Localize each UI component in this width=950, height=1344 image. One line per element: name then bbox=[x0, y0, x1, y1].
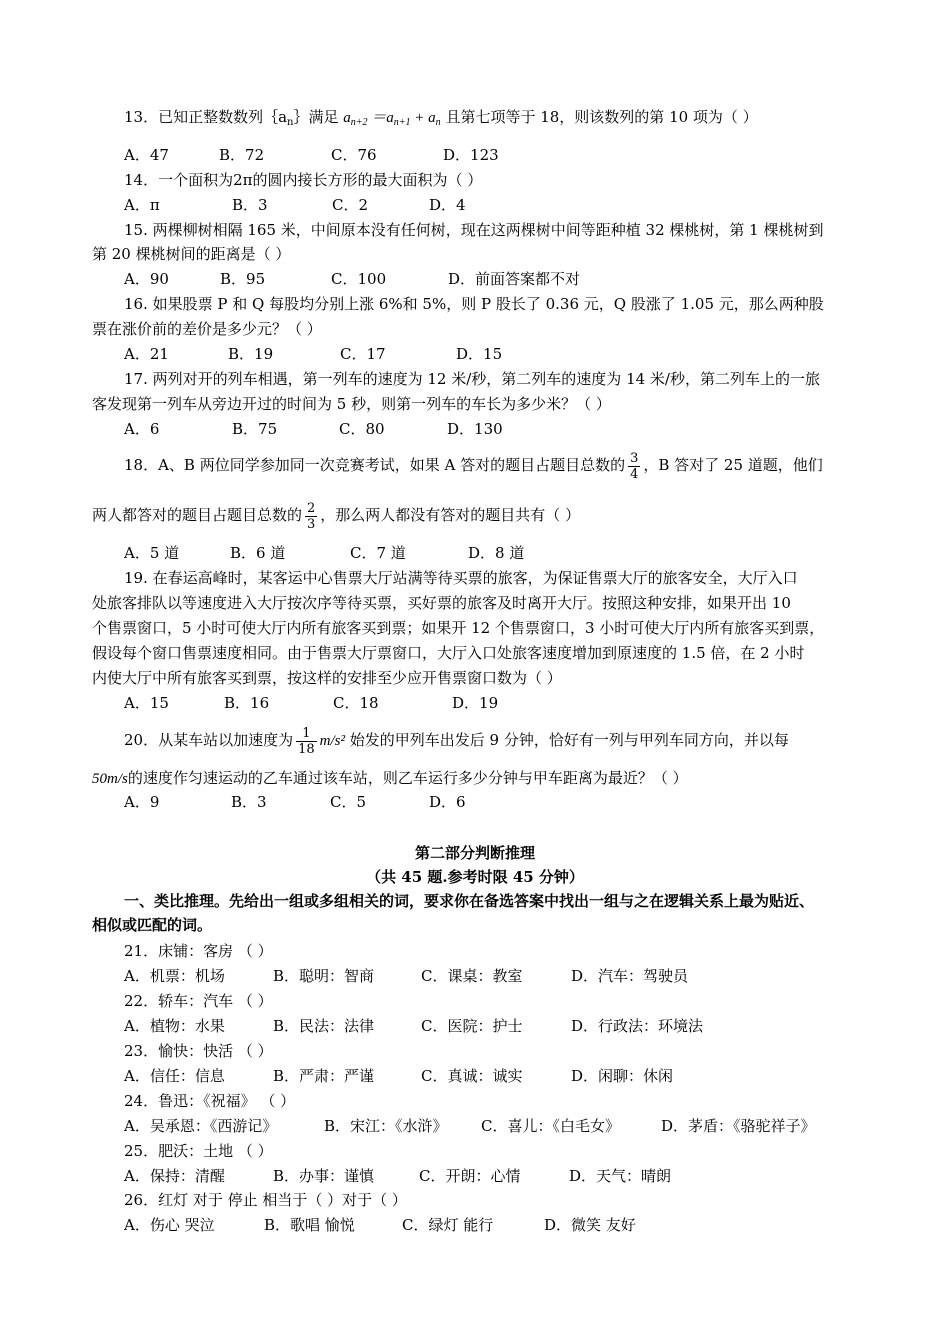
question-18-options bbox=[124, 542, 870, 564]
acceleration-unit: m/s² bbox=[319, 733, 345, 749]
question-15-line1: 15. 两棵柳树相隔 165 米，中间原本没有任何树，现在这两棵树中间等距种植 32 棵桃树，第 1 棵桃树到 bbox=[124, 221, 824, 239]
question-13-options bbox=[124, 144, 870, 166]
option-c[interactable]: C．真诚：诚实 bbox=[421, 1067, 523, 1085]
question-20-line2: 50m/s的速度作匀速运动的乙车通过该车站，则乙车运行多少分钟与甲车距离为最近？（ ） bbox=[92, 769, 688, 787]
fraction-three-quarters: $\frac{3}{4}$ bbox=[630, 450, 639, 482]
option-d[interactable]: D．微笑 友好 bbox=[544, 1216, 636, 1234]
question-14: 14．一个面积为2π的圆内接长方形的最大面积为（ ） bbox=[124, 171, 483, 189]
question-17-line2: 客发现第一列车从旁边开过的时间为 5 秒，则第一列车的车长为多少米？（ ） bbox=[92, 395, 611, 413]
option-a[interactable]: A．6 bbox=[124, 420, 160, 438]
question-17-line1: 17. 两列对开的列车相遇，第一列车的速度为 12 米/秒，第二列车的速度为 14 米/秒，第二列车上的一旅 bbox=[124, 370, 820, 388]
option-d[interactable]: D．行政法：环境法 bbox=[571, 1017, 704, 1035]
recurrence-formula: $a_{n+2} =a_{n+1} + a_n$ bbox=[343, 110, 441, 128]
option-a[interactable]: A．保持：清醒 bbox=[124, 1167, 225, 1185]
question-18-line1: 18．A、B 两位同学参加同一次竞赛考试，如果 A 答对的题目占题目总数的 $\frac{3}{4}$ ，B 答对了 25 道题，他们 bbox=[124, 450, 823, 482]
question-19-line1: 19. 在春运高峰时，某客运中心售票大厅站满等待买票的旅客，为保证售票大厅的旅客安全，大厅入口 bbox=[124, 569, 798, 587]
option-d[interactable]: D．123 bbox=[443, 146, 499, 164]
section-intro-line1: 一、类比推理。先给出一组或多组相关的词，要求你在备选答案中找出一组与之在逻辑关系上最为贴近、 bbox=[124, 892, 815, 910]
option-a[interactable]: A．47 bbox=[124, 146, 169, 164]
option-c[interactable]: C．80 bbox=[339, 420, 385, 438]
question-15-options bbox=[124, 268, 870, 290]
option-b[interactable]: B．95 bbox=[220, 270, 266, 288]
question-26-options bbox=[124, 1214, 870, 1236]
question-19-line4: 假设每个窗口售票速度相同。由于售票大厅票窗口，大厅入口处旅客速度增加到原速度的 1.5 倍，在 2 小时 bbox=[92, 644, 805, 662]
question-20-options bbox=[124, 791, 870, 813]
option-a[interactable]: A．90 bbox=[124, 270, 169, 288]
option-d[interactable]: D．前面答案都不对 bbox=[448, 270, 581, 288]
option-d[interactable]: D．19 bbox=[452, 694, 499, 712]
question-19-line2: 处旅客排队以等速度进入大厅按次序等待买票，买好票的旅客及时离开大厅。按照这种安排，如果开出 10 bbox=[92, 594, 791, 612]
question-18-line2: 两人都答对的题目占题目总数的 $\frac{2}{3}$ ，那么两人都没有答对的题目共有（ ） bbox=[92, 500, 581, 532]
question-16-line1: 16. 如果股票 P 和 Q 每股均分别上涨 6%和 5%，则 P 股长了 0.36 元，Q 股涨了 1.05 元，那么两种股 bbox=[124, 295, 824, 313]
question-22-stem: 22．轿车：汽车 （ ） bbox=[124, 992, 273, 1010]
question-25-options bbox=[124, 1165, 870, 1187]
option-d[interactable]: D．4 bbox=[429, 196, 466, 214]
question-14-options bbox=[124, 194, 870, 216]
question-17-options bbox=[124, 418, 870, 440]
option-a[interactable]: A．π bbox=[124, 196, 160, 214]
option-a[interactable]: A．15 bbox=[124, 694, 169, 712]
question-16-line2: 票在涨价前的差价是多少元？（ ） bbox=[92, 320, 322, 338]
option-b[interactable]: B．3 bbox=[231, 793, 267, 811]
option-b[interactable]: B．75 bbox=[232, 420, 278, 438]
option-b[interactable]: B．聪明：智商 bbox=[273, 967, 375, 985]
option-c[interactable]: C．100 bbox=[331, 270, 387, 288]
option-c[interactable]: C．开朗：心情 bbox=[419, 1167, 521, 1185]
option-a[interactable]: A．伤心 哭泣 bbox=[124, 1216, 215, 1234]
option-b[interactable]: B．办事：谨慎 bbox=[273, 1167, 375, 1185]
option-a[interactable]: A．吴承恩：《西游记》 bbox=[124, 1117, 278, 1135]
question-25-stem: 25．肥沃：土地 （ ） bbox=[124, 1142, 273, 1160]
option-d[interactable]: D．6 bbox=[429, 793, 466, 811]
question-19-line5: 内使大厅中所有旅客买到票，按这样的安排至少应开售票窗口数为（ ） bbox=[92, 669, 562, 687]
option-d[interactable]: D．汽车：驾驶员 bbox=[571, 967, 689, 985]
option-a[interactable]: A．9 bbox=[124, 793, 160, 811]
option-b[interactable]: B．民法：法律 bbox=[273, 1017, 375, 1035]
option-b[interactable]: B．16 bbox=[224, 694, 270, 712]
option-c[interactable]: C．18 bbox=[333, 694, 379, 712]
question-16-options bbox=[124, 343, 870, 365]
section-title: 第二部分判断推理 bbox=[414, 844, 535, 862]
question-24-options bbox=[124, 1115, 870, 1137]
option-b[interactable]: B．严肃：严谨 bbox=[273, 1067, 375, 1085]
option-c[interactable]: C．5 bbox=[330, 793, 367, 811]
question-19-line3: 个售票窗口，5 小时可使大厅内所有旅客买到票；如果开 12 个售票窗口，3 小时可使大厅内所有旅客买到票， bbox=[92, 619, 825, 637]
question-26-stem: 26．红灯 对于 停止 相当于（ ）对于（ ） bbox=[124, 1191, 407, 1209]
option-d[interactable]: D．闲聊：休闲 bbox=[571, 1067, 674, 1085]
question-23-stem: 23．愉快：快活 （ ） bbox=[124, 1042, 273, 1060]
option-d[interactable]: D．茅盾：《骆驼祥子》 bbox=[661, 1117, 816, 1135]
option-c[interactable]: C．76 bbox=[331, 146, 377, 164]
option-a[interactable]: A．5 道 bbox=[124, 544, 180, 562]
option-c[interactable]: C．喜儿：《白毛女》 bbox=[481, 1117, 620, 1135]
option-a[interactable]: A．21 bbox=[124, 345, 169, 363]
option-d[interactable]: D．天气：晴朗 bbox=[569, 1167, 672, 1185]
option-d[interactable]: D．15 bbox=[456, 345, 503, 363]
section-subtitle: （共 45 题.参考时限 45 分钟） bbox=[366, 868, 584, 886]
option-c[interactable]: C．医院：护士 bbox=[421, 1017, 523, 1035]
option-c[interactable]: C．17 bbox=[340, 345, 386, 363]
option-c[interactable]: C．2 bbox=[332, 196, 369, 214]
question-13: 13．已知正整数数列$\{a_n\}$满足 $a_{n+2} =a_{n+1} + a_n$ 且第七项等于 18，则该数列的第 10 项为（ ） bbox=[124, 108, 758, 128]
fraction-two-thirds: $\frac{2}{3}$ bbox=[307, 500, 316, 532]
option-d[interactable]: D．130 bbox=[447, 420, 503, 438]
option-a[interactable]: A．植物：水果 bbox=[124, 1017, 225, 1035]
option-b[interactable]: B．72 bbox=[219, 146, 265, 164]
question-20-line1: 20．从某车站以加速度为 $\frac{1}{18}$ m/s² 始发的甲列车出发后 9 分钟，恰好有一列与甲列车同方向，并以每 bbox=[124, 725, 789, 757]
question-21-stem: 21．床铺：客房 （ ） bbox=[124, 942, 273, 960]
option-b[interactable]: B．歌唱 愉悦 bbox=[264, 1216, 355, 1234]
question-23-options bbox=[124, 1065, 870, 1087]
option-c[interactable]: C．7 道 bbox=[350, 544, 406, 562]
question-19-options bbox=[124, 692, 870, 714]
question-24-stem: 24．鲁迅：《祝福》 （ ） bbox=[124, 1092, 296, 1110]
option-b[interactable]: B．3 bbox=[232, 196, 268, 214]
option-b[interactable]: B．宋江：《水浒》 bbox=[324, 1117, 448, 1135]
option-b[interactable]: B．19 bbox=[228, 345, 274, 363]
fraction-one-eighteenth: $\frac{1}{18}$ bbox=[298, 725, 315, 757]
question-15-line2: 第 20 棵桃树间的距离是（ ） bbox=[92, 245, 291, 263]
question-21-options bbox=[124, 965, 870, 987]
option-c[interactable]: C．课桌：教室 bbox=[421, 967, 523, 985]
option-a[interactable]: A．信任：信息 bbox=[124, 1067, 225, 1085]
option-a[interactable]: A．机票：机场 bbox=[124, 967, 225, 985]
option-d[interactable]: D．8 道 bbox=[468, 544, 525, 562]
question-22-options bbox=[124, 1015, 870, 1037]
option-b[interactable]: B．6 道 bbox=[230, 544, 286, 562]
option-c[interactable]: C．绿灯 能行 bbox=[402, 1216, 494, 1234]
section-intro-line2: 相似或匹配的词。 bbox=[92, 916, 213, 934]
